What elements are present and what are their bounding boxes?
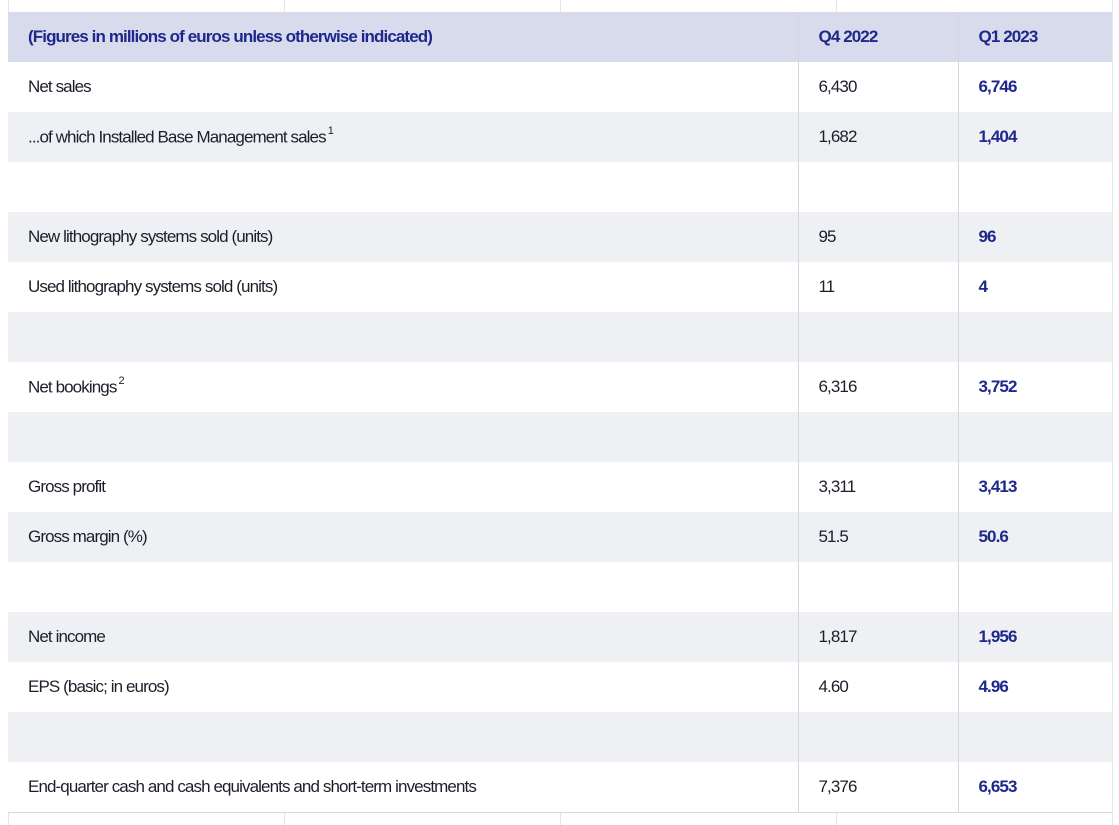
table-row: [8, 462, 1112, 512]
row-label-cell: [8, 662, 798, 712]
q4-2022-value: 11: [798, 262, 958, 312]
row-label-cell: [8, 62, 798, 112]
q4-2022-value: [798, 412, 958, 462]
table-body: [8, 62, 1112, 813]
q4-2022-value: 51.5: [798, 512, 958, 562]
table-row: [8, 762, 1112, 813]
row-label: ...of which Installed Base Management sales: [28, 127, 326, 147]
q1-2023-value: [958, 162, 1112, 212]
q1-2023-value: [958, 562, 1112, 612]
table-row: [8, 62, 1112, 112]
q4-2022-value: 3,311: [798, 462, 958, 512]
row-label: Net sales: [28, 77, 91, 96]
financial-summary-table: [8, 12, 1112, 813]
spacer-row: [8, 712, 1112, 762]
row-label: Net income: [28, 627, 105, 646]
table-row: [8, 112, 1112, 162]
row-label: EPS (basic; in euros): [28, 677, 169, 696]
q1-2023-value: 1,404: [958, 112, 1112, 162]
row-label-cell: [8, 362, 798, 412]
table-header: [8, 12, 1112, 62]
row-label: Used lithography systems sold (units): [28, 277, 278, 296]
row-label: Net bookings: [28, 377, 117, 397]
q4-2022-value: [798, 562, 958, 612]
row-label-cell: [8, 262, 798, 312]
row-label-cell: [8, 112, 798, 162]
q1-2023-value: 4: [958, 262, 1112, 312]
q1-2023-value: 6,746: [958, 62, 1112, 112]
spacer-row: [8, 162, 1112, 212]
header-row: [8, 12, 1112, 62]
header-label: (Figures in millions of euros unless otherwise indicated): [8, 12, 798, 62]
row-label-cell: [8, 312, 798, 362]
row-label: Gross margin (%): [28, 527, 147, 546]
footnote-marker: 1: [327, 124, 333, 137]
q1-2023-value: 6,653: [958, 762, 1112, 813]
q4-2022-value: [798, 312, 958, 362]
q1-2023-value: 4.96: [958, 662, 1112, 712]
q4-2022-value: 1,817: [798, 612, 958, 662]
q4-2022-value: 6,316: [798, 362, 958, 412]
q1-2023-value: 96: [958, 212, 1112, 262]
table-row: [8, 512, 1112, 562]
q1-2023-value: 3,752: [958, 362, 1112, 412]
q4-2022-value: 7,376: [798, 762, 958, 813]
table-row: [8, 262, 1112, 312]
q1-2023-value: [958, 312, 1112, 362]
row-label-cell: [8, 212, 798, 262]
q1-2023-value: [958, 412, 1112, 462]
q4-2022-value: 95: [798, 212, 958, 262]
row-label: Gross profit: [28, 477, 106, 496]
spacer-row: [8, 312, 1112, 362]
grid-line: [1112, 0, 1113, 825]
q4-2022-value: [798, 162, 958, 212]
q4-2022-value: 1,682: [798, 112, 958, 162]
q1-2023-value: 3,413: [958, 462, 1112, 512]
row-label-cell: [8, 712, 798, 762]
header-q4-2022: Q4 2022: [798, 12, 958, 62]
table-row: [8, 212, 1112, 262]
row-label-cell: [8, 412, 798, 462]
row-label-cell: [8, 462, 798, 512]
header-q1-2023: Q1 2023: [958, 12, 1112, 62]
spacer-row: [8, 412, 1112, 462]
footnote-marker: 2: [118, 374, 124, 387]
table-row: [8, 662, 1112, 712]
q1-2023-value: 50.6: [958, 512, 1112, 562]
row-label-cell: [8, 512, 798, 562]
q1-2023-value: [958, 712, 1112, 762]
q4-2022-value: [798, 712, 958, 762]
row-label: End-quarter cash and cash equivalents and short-term investments: [28, 777, 476, 796]
q1-2023-value: 1,956: [958, 612, 1112, 662]
row-label-cell: [8, 162, 798, 212]
spacer-row: [8, 562, 1112, 612]
row-label-cell: [8, 562, 798, 612]
table-row: [8, 612, 1112, 662]
row-label-cell: [8, 612, 798, 662]
q4-2022-value: 4.60: [798, 662, 958, 712]
row-label-cell: [8, 762, 798, 813]
q4-2022-value: 6,430: [798, 62, 958, 112]
table-row: [8, 362, 1112, 412]
row-label: New lithography systems sold (units): [28, 227, 273, 246]
